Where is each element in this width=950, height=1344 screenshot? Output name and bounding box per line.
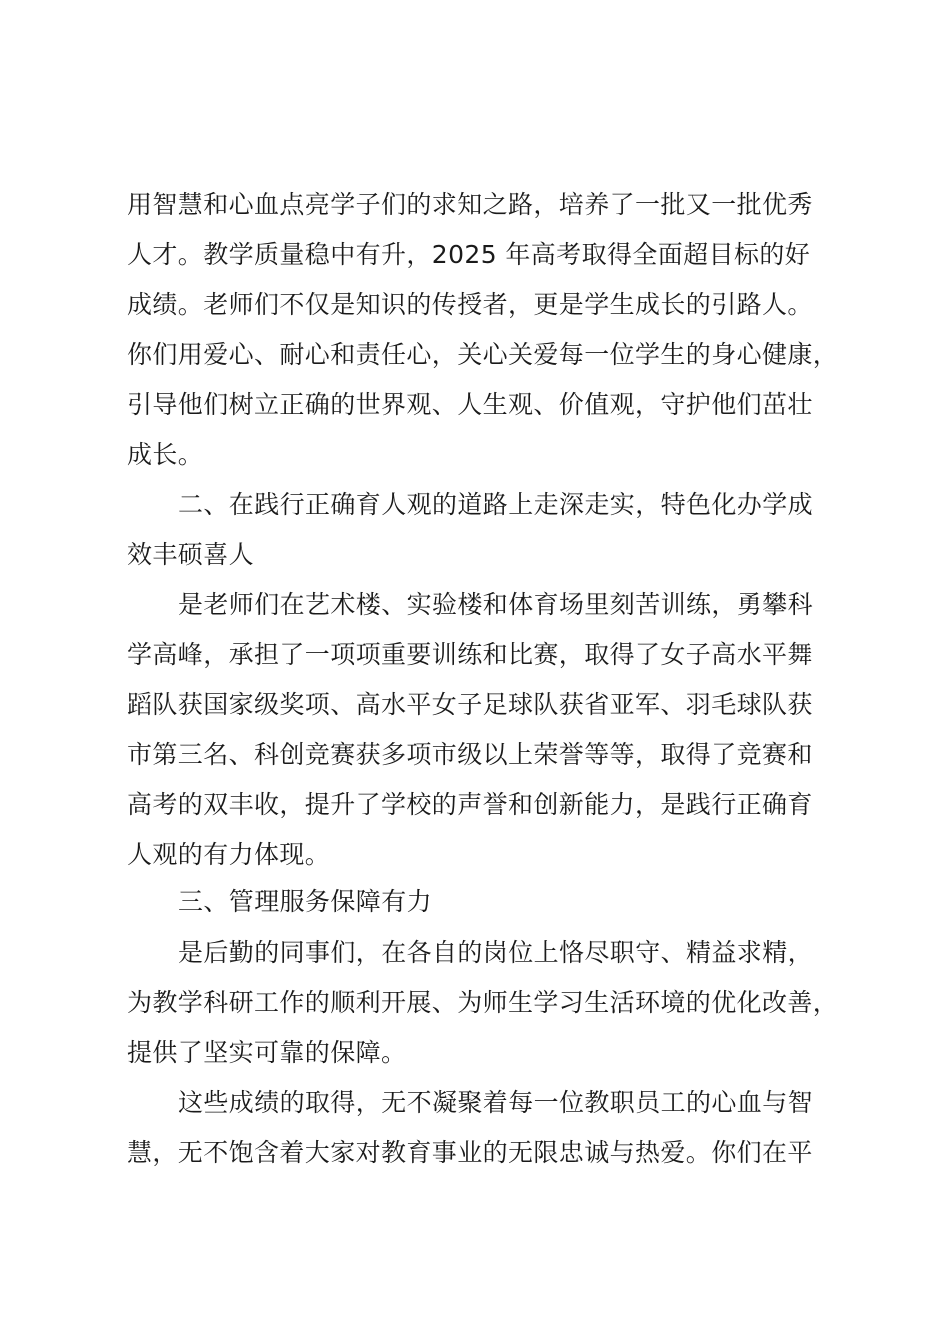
- body-line: 引导他们树立正确的世界观、人生观、价值观，守护他们茁壮: [127, 390, 813, 419]
- body-line: 是老师们在艺术楼、实验楼和体育场里刻苦训练，勇攀科: [178, 590, 814, 619]
- body-line: 人观的有力体现。: [127, 840, 331, 869]
- body-line: 这些成绩的取得，无不凝聚着每一位教职员工的心血与智: [178, 1088, 814, 1117]
- body-line: 学高峰，承担了一项项重要训练和比赛，取得了女子高水平舞: [127, 640, 813, 669]
- section-heading-two-cont: 效丰硕喜人: [127, 540, 255, 569]
- body-line: 高考的双丰收，提升了学校的声誉和创新能力，是践行正确育: [127, 790, 813, 819]
- section-heading-two: 二、在践行正确育人观的道路上走深走实，特色化办学成: [178, 490, 814, 519]
- section-heading-three: 三、管理服务保障有力: [178, 887, 433, 916]
- body-line: 人才。教学质量稳中有升，2025 年高考取得全面超目标的好: [127, 240, 811, 269]
- body-line: 是后勤的同事们，在各自的岗位上恪尽职守、精益求精，: [178, 938, 814, 967]
- body-line: 慧，无不饱含着大家对教育事业的无限忠诚与热爱。你们在平: [127, 1138, 813, 1167]
- body-line: 成长。: [127, 440, 204, 469]
- body-line: 提供了坚实可靠的保障。: [127, 1038, 407, 1067]
- body-line: 用智慧和心血点亮学子们的求知之路，培养了一批又一批优秀: [127, 190, 813, 219]
- body-line: 蹈队获国家级奖项、高水平女子足球队获省亚军、羽毛球队获: [127, 690, 813, 719]
- body-line: 为教学科研工作的顺利开展、为师生学习生活环境的优化改善，: [127, 988, 839, 1017]
- body-line: 市第三名、科创竞赛获多项市级以上荣誉等等，取得了竞赛和: [127, 740, 813, 769]
- body-line: 你们用爱心、耐心和责任心，关心关爱每一位学生的身心健康，: [127, 340, 839, 369]
- body-line: 成绩。老师们不仅是知识的传授者，更是学生成长的引路人。: [127, 290, 813, 319]
